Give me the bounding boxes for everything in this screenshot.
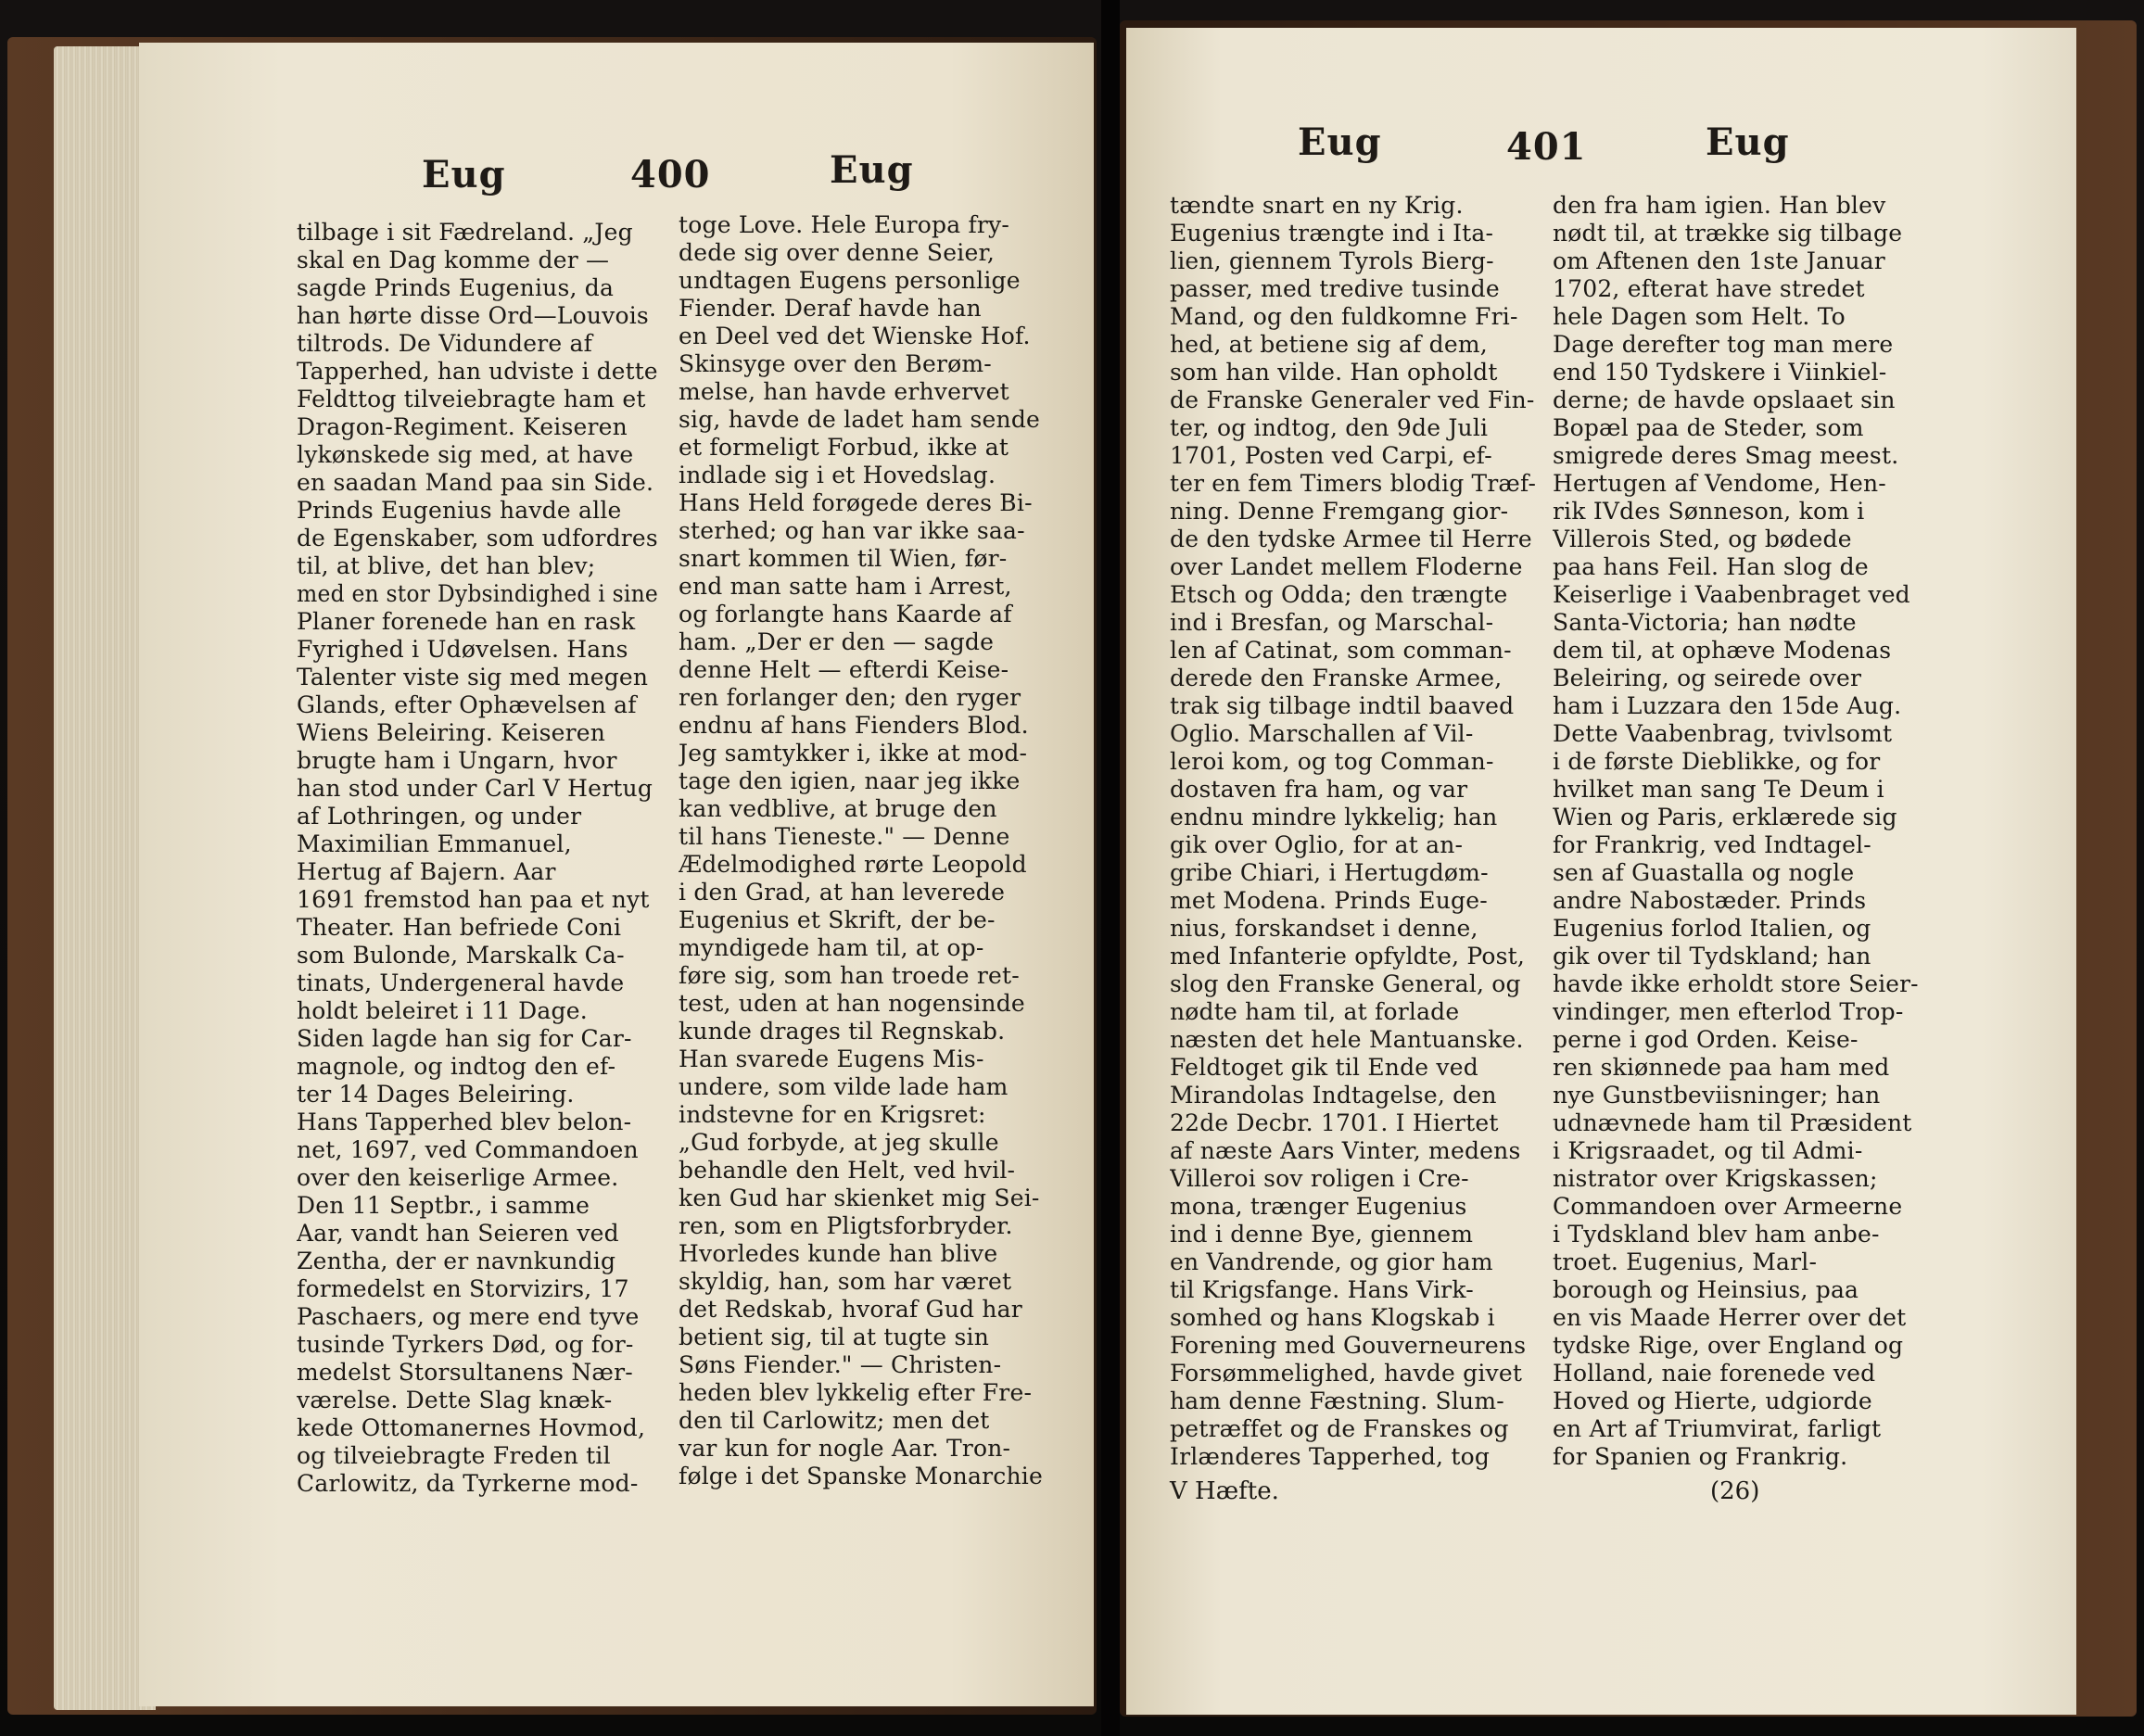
left-col1-line: Fyrighed i Udøvelsen. Hans (297, 636, 628, 663)
right-col1-line: nius, forskandset i denne, (1170, 915, 1478, 942)
left-col2-line: behandle den Helt, ved hvil- (679, 1157, 1016, 1184)
left-page-column-1 (297, 219, 658, 1498)
left-col1-line: ter 14 Dages Beleiring. (297, 1081, 575, 1108)
right-col2-line: havde ikke erholdt store Seier- (1553, 970, 1919, 997)
right-col2-line: hvilket man sang Te Deum i (1553, 776, 1884, 803)
left-col1-line: tilbage i sit Fædreland. „Jeg (297, 219, 633, 246)
left-col1-line: tiltrods. De Vidundere af (297, 330, 593, 357)
right-col2-line: i de første Dieblikke, og for (1553, 748, 1881, 775)
right-col1-line: somhed og hans Klogskab i (1170, 1304, 1495, 1331)
left-col1-line: kede Ottomanernes Hovmod, (297, 1414, 646, 1441)
left-col2-line: kunde drages til Regnskab. (679, 1018, 1006, 1045)
right-col1-line: de Franske Generaler ved Fin- (1170, 386, 1535, 413)
left-col2-line: snart kommen til Wien, før- (679, 545, 1008, 572)
right-col2-line: Holland, naie forenede ved (1553, 1360, 1876, 1387)
left-col2-line: Hvorledes kunde han blive (679, 1240, 998, 1267)
right-col1-line: Etsch og Odda; den trængte (1170, 581, 1508, 608)
signature-mark: V Hæfte. (1170, 1477, 1279, 1505)
right-col1-line: trak sig tilbage indtil baaved (1170, 692, 1515, 719)
right-col1-line: tændte snart en ny Krig. (1170, 192, 1464, 219)
left-col1-line: Feldttog tilveiebragte ham et (297, 386, 646, 412)
left-col2-line: i den Grad, at han leverede (679, 879, 1006, 906)
left-col2-line: myndigede ham til, at op- (679, 934, 984, 961)
left-col1-line: Hans Tapperhed blev belon- (297, 1109, 632, 1135)
right-col1-line: petræffet og de Franskes og (1170, 1415, 1509, 1442)
right-col1-line: til Krigsfange. Hans Virk- (1170, 1276, 1474, 1303)
right-col1-line: gik over Oglio, for at an- (1170, 831, 1464, 858)
right-col2-line: smigrede deres Smag meest. (1553, 442, 1899, 469)
left-col1-line: Maximilian Emmanuel, (297, 830, 572, 857)
right-col1-line: derede den Franske Armee, (1170, 665, 1503, 691)
right-col2-line: udnævnede ham til Præsident (1553, 1109, 1912, 1136)
right-col1-line: Forening med Gouverneurens (1170, 1332, 1527, 1359)
right-col2-line: Dette Vaabenbrag, tvivlsomt (1553, 720, 1893, 747)
left-col1-line: medelst Storsultanens Nær- (297, 1359, 633, 1386)
left-col1-line: lykønskede sig med, at have (297, 441, 634, 468)
left-col1-line: som Bulonde, Marskalk Ca- (297, 942, 625, 969)
right-col1-line: len af Catinat, som comman- (1170, 637, 1512, 664)
left-col1-line: og tilveiebragte Freden til (297, 1442, 611, 1469)
right-col1-line: de den tydske Armee til Herre (1170, 526, 1532, 552)
left-col1-line: af Lothringen, og under (297, 803, 582, 830)
right-col2-line: Wien og Paris, erklærede sig (1553, 804, 1897, 830)
right-col2-line: Hoved og Hierte, udgiorde (1553, 1388, 1872, 1414)
left-col2-line: ren forlanger den; den ryger (679, 684, 1021, 711)
left-col2-line: ham. „Der er den — sagde (679, 628, 995, 655)
left-col2-line: Søns Fiender." — Christen- (679, 1351, 1002, 1378)
right-col2-line: dem til, at ophæve Modenas (1553, 637, 1892, 664)
left-col1-line: tinats, Undergeneral havde (297, 969, 625, 996)
left-col1-line: formedelst en Storvizirs, 17 (297, 1275, 629, 1302)
sheet-number: (26) (1710, 1477, 1760, 1505)
left-col1-line: Glands, efter Ophævelsen af (297, 691, 637, 718)
right-running-head-left: Eug (1298, 120, 1382, 164)
left-col2-line: og forlangte hans Kaarde af (679, 601, 1012, 627)
left-col2-line: toge Love. Hele Europa fry- (679, 211, 1010, 238)
right-col1-line: af næste Aars Vinter, medens (1170, 1137, 1521, 1164)
left-col1-line: Aar, vandt han Seieren ved (297, 1220, 619, 1247)
left-col2-line: heden blev lykkelig efter Fre- (679, 1379, 1033, 1406)
left-running-head-left: Eug (422, 153, 506, 196)
right-page-column-2 (1553, 192, 1919, 1471)
left-col1-line: magnole, og indtog den ef- (297, 1053, 616, 1080)
right-col1-line: 1701, Posten ved Carpi, ef- (1170, 442, 1492, 469)
right-col1-line: en Vandrende, og gior ham (1170, 1248, 1493, 1275)
left-col1-line: med en stor Dybsindighed i sine (297, 580, 659, 607)
left-col2-line: en Deel ved det Wienske Hof. (679, 323, 1031, 349)
right-col1-line: Mand, og den fuldkomne Fri- (1170, 303, 1518, 330)
left-col2-line: sterhed; og han var ikke saa- (679, 517, 1025, 544)
left-col2-line: ren, som en Pligtsforbryder. (679, 1212, 1013, 1239)
right-col1-line: slog den Franske General, og (1170, 970, 1521, 997)
spine-gutter (1101, 0, 1120, 1736)
left-col1-line: Planer forenede han en rask (297, 608, 636, 635)
right-col2-line: 1702, efterat have stredet (1553, 275, 1865, 302)
right-col2-line: Keiserlige i Vaabenbraget ved (1553, 581, 1910, 608)
left-col1-line: Zentha, der er navnkundig (297, 1248, 616, 1274)
right-col2-line: Bopæl paa de Steder, som (1553, 414, 1864, 441)
left-col2-line: føre sig, som han troede ret- (679, 962, 1020, 989)
left-col1-line: Den 11 Septbr., i samme (297, 1192, 590, 1219)
right-col2-line: om Aftenen den 1ste Januar (1553, 247, 1885, 274)
left-col2-line: Skinsyge over den Berøm- (679, 350, 992, 377)
left-col2-line: dede sig over denne Seier, (679, 239, 995, 266)
left-col2-line: indlade sig i et Hovedslag. (679, 462, 996, 488)
left-col2-line: test, uden at han nogensinde (679, 990, 1025, 1017)
left-col1-line: Siden lagde han sig for Car- (297, 1025, 632, 1052)
right-col2-line: Villerois Sted, og bødede (1553, 526, 1852, 552)
left-col2-line: kan vedblive, at bruge den (679, 795, 997, 822)
left-col1-line: Hertug af Bajern. Aar (297, 858, 556, 885)
right-col1-line: Irlænderes Tapperhed, tog (1170, 1443, 1491, 1470)
left-col2-line: tage den igien, naar jeg ikke (679, 767, 1021, 794)
right-col2-line: Santa-Victoria; han nødte (1553, 609, 1857, 636)
right-col1-line: mona, trænger Eugenius (1170, 1193, 1467, 1220)
right-col1-line: leroi kom, og tog Comman- (1170, 748, 1494, 775)
left-col1-line: værelse. Dette Slag knæk- (297, 1387, 613, 1413)
right-col1-line: Oglio. Marschallen af Vil- (1170, 720, 1474, 747)
left-col2-line: til hans Tieneste." — Denne (679, 823, 1010, 850)
right-col2-line: rik IVdes Sønneson, kom i (1553, 498, 1865, 525)
left-col2-line: Jeg samtykker i, ikke at mod- (679, 740, 1028, 767)
right-col1-line: Eugenius trængte ind i Ita- (1170, 220, 1494, 247)
left-col1-line: Paschaers, og mere end tyve (297, 1303, 640, 1330)
left-col1-line: Theater. Han befriede Coni (297, 914, 622, 941)
left-col2-line: denne Helt — efterdi Keise- (679, 656, 1009, 683)
right-col1-line: ter en fem Timers blodig Træf- (1170, 470, 1537, 497)
right-running-head-right: Eug (1706, 120, 1790, 164)
right-col1-line: ind i Bresfan, og Marschal- (1170, 609, 1494, 636)
left-col2-line: sig, havde de ladet ham sende (679, 406, 1041, 433)
right-col1-line: Forsømmelighed, havde givet (1170, 1360, 1523, 1387)
right-col2-line: ren skiønnede paa ham med (1553, 1054, 1890, 1081)
right-col2-line: Commandoen over Armeerne (1553, 1193, 1903, 1220)
left-col1-line: skal en Dag komme der — (297, 247, 610, 273)
left-col2-line: Ædelmodighed rørte Leopold (679, 851, 1027, 878)
right-col1-line: gribe Chiari, i Hertugdøm- (1170, 859, 1489, 886)
right-col2-line: gik over til Tydskland; han (1553, 943, 1871, 969)
right-col1-line: nødte ham til, at forlade (1170, 998, 1460, 1025)
right-col1-line: met Modena. Prinds Euge- (1170, 887, 1488, 914)
left-col2-line: undtagen Eugens personlige (679, 267, 1021, 294)
left-col1-line: over den keiserlige Armee. (297, 1164, 619, 1191)
left-col1-line: en saadan Mand paa sin Side. (297, 469, 654, 496)
left-page-number: 400 (630, 153, 711, 196)
right-col2-line: i Tydskland blev ham anbe- (1553, 1221, 1880, 1248)
left-col2-line: var kun for nogle Aar. Tron- (679, 1435, 1011, 1462)
right-col2-line: for Frankrig, ved Indtagel- (1553, 831, 1871, 858)
left-col1-line: sagde Prinds Eugenius, da (297, 274, 615, 301)
right-col1-line: med Infanterie opfyldte, Post, (1170, 943, 1526, 969)
right-col1-line: ind i denne Bye, giennem (1170, 1221, 1474, 1248)
left-col2-line: end man satte ham i Arrest, (679, 573, 1012, 600)
right-col2-line: nødt til, at trække sig tilbage (1553, 220, 1903, 247)
right-col1-line: Mirandolas Indtagelse, den (1170, 1082, 1497, 1109)
left-col1-line: net, 1697, ved Commandoen (297, 1136, 639, 1163)
left-col1-line: han stod under Carl V Hertug (297, 775, 653, 802)
right-col1-line: Feldtoget gik til Ende ved (1170, 1054, 1478, 1081)
right-col1-line: som han vilde. Han opholdt (1170, 359, 1498, 386)
left-col1-line: Prinds Eugenius havde alle (297, 497, 622, 524)
right-col2-line: borough og Heinsius, paa (1553, 1276, 1859, 1303)
left-col1-line: han hørte disse Ord—Louvois (297, 302, 649, 329)
left-col2-line: Han svarede Eugens Mis- (679, 1045, 984, 1072)
left-col2-line: melse, han havde erhvervet (679, 378, 1009, 405)
right-col1-line: passer, med tredive tusinde (1170, 275, 1500, 302)
right-col2-line: Eugenius forlod Italien, og (1553, 915, 1871, 942)
right-col1-line: næsten det hele Mantuanske. (1170, 1026, 1524, 1053)
right-col1-line: ham denne Fæstning. Slum- (1170, 1388, 1504, 1414)
right-col2-line: perne i god Orden. Keise- (1553, 1026, 1859, 1053)
right-col1-line: over Landet mellem Floderne (1170, 553, 1523, 580)
left-col1-line: 1691 fremstod han paa et nyt (297, 886, 650, 913)
right-col2-line: tydske Rige, over England og (1553, 1332, 1904, 1359)
left-col1-line: Wiens Beleiring. Keiseren (297, 719, 606, 746)
right-col2-line: troet. Eugenius, Marl- (1553, 1248, 1818, 1275)
left-col1-line: de Egenskaber, som udfordres (297, 525, 658, 551)
left-col1-line: brugte ham i Ungarn, hvor (297, 747, 617, 774)
left-running-head-right: Eug (830, 148, 914, 192)
left-col2-line: et formeligt Forbud, ikke at (679, 434, 1009, 461)
left-col1-line: tusinde Tyrkers Død, og for- (297, 1331, 634, 1358)
right-col2-line: vindinger, men efterlod Trop- (1553, 998, 1904, 1025)
right-col2-line: en Art af Triumvirat, farligt (1553, 1415, 1882, 1442)
right-col1-line: Villeroi sov roligen i Cre- (1170, 1165, 1469, 1192)
right-col2-line: en vis Maade Herrer over det (1553, 1304, 1907, 1331)
left-col2-line: undere, som vilde lade ham (679, 1073, 1009, 1100)
left-col1-line: til, at blive, det han blev; (297, 552, 596, 579)
left-col1-line: Talenter viste sig med megen (297, 664, 649, 691)
right-col2-line: Dage derefter tog man mere (1553, 331, 1894, 358)
right-col2-line: sen af Guastalla og nogle (1553, 859, 1855, 886)
left-col2-line: Eugenius et Skrift, der be- (679, 906, 996, 933)
left-col2-line: Hans Held forøgede deres Bi- (679, 489, 1033, 516)
right-col1-line: ter, og indtog, den 9de Juli (1170, 414, 1489, 441)
right-col2-line: i Krigsraadet, og til Admi- (1553, 1137, 1863, 1164)
right-col1-line: lien, giennem Tyrols Bierg- (1170, 247, 1494, 274)
right-col2-line: andre Nabostæder. Prinds (1553, 887, 1867, 914)
right-col2-line: paa hans Feil. Han slog de (1553, 553, 1869, 580)
right-col1-line: dostaven fra ham, og var (1170, 776, 1468, 803)
left-col2-line: det Redskab, hvoraf Gud har (679, 1296, 1022, 1323)
right-col2-line: hele Dagen som Helt. To (1553, 303, 1846, 330)
right-page-number: 401 (1506, 125, 1587, 169)
left-col1-line: Carlowitz, da Tyrkerne mod- (297, 1470, 639, 1497)
right-col1-line: endnu mindre lykkelig; han (1170, 804, 1498, 830)
right-col1-line: ning. Denne Fremgang gior- (1170, 498, 1509, 525)
left-col2-line: skyldig, han, som har været (679, 1268, 1012, 1295)
right-col2-line: end 150 Tydskere i Viinkiel- (1553, 359, 1887, 386)
left-col2-line: følge i det Spanske Monarchie (679, 1463, 1043, 1489)
right-col2-line: derne; de havde opslaaet sin (1553, 386, 1896, 413)
right-col2-line: nye Gunstbeviisninger; han (1553, 1082, 1881, 1109)
left-col1-line: Tapperhed, han udviste i dette (297, 358, 658, 385)
right-col1-line: 22de Decbr. 1701. I Hiertet (1170, 1109, 1499, 1136)
left-col1-line: Dragon-Regiment. Keiseren (297, 413, 628, 440)
right-col2-line: ham i Luzzara den 15de Aug. (1553, 692, 1902, 719)
left-col2-line: ken Gud har skienket mig Sei- (679, 1185, 1040, 1211)
left-col2-line: betient sig, til at tugte sin (679, 1324, 989, 1350)
right-col2-line: for Spanien og Frankrig. (1553, 1443, 1848, 1470)
right-col2-line: Beleiring, og seirede over (1553, 665, 1862, 691)
right-col2-line: den fra ham igien. Han blev (1553, 192, 1886, 219)
left-col2-line: Fiender. Deraf havde han (679, 295, 982, 322)
right-col2-line: nistrator over Krigskassen; (1553, 1165, 1878, 1192)
left-col2-line: „Gud forbyde, at jeg skulle (679, 1129, 999, 1156)
right-col1-line: hed, at betiene sig af dem, (1170, 331, 1488, 358)
left-page-column-2 (679, 211, 1049, 1490)
right-page-column-1 (1170, 192, 1536, 1471)
left-col1-line: holdt beleiret i 11 Dage. (297, 997, 588, 1024)
left-col2-line: endnu af hans Fienders Blod. (679, 712, 1029, 739)
left-col2-line: indstevne for en Krigsret: (679, 1101, 986, 1128)
left-col2-line: den til Carlowitz; men det (679, 1407, 990, 1434)
right-col2-line: Hertugen af Vendome, Hen- (1553, 470, 1886, 497)
